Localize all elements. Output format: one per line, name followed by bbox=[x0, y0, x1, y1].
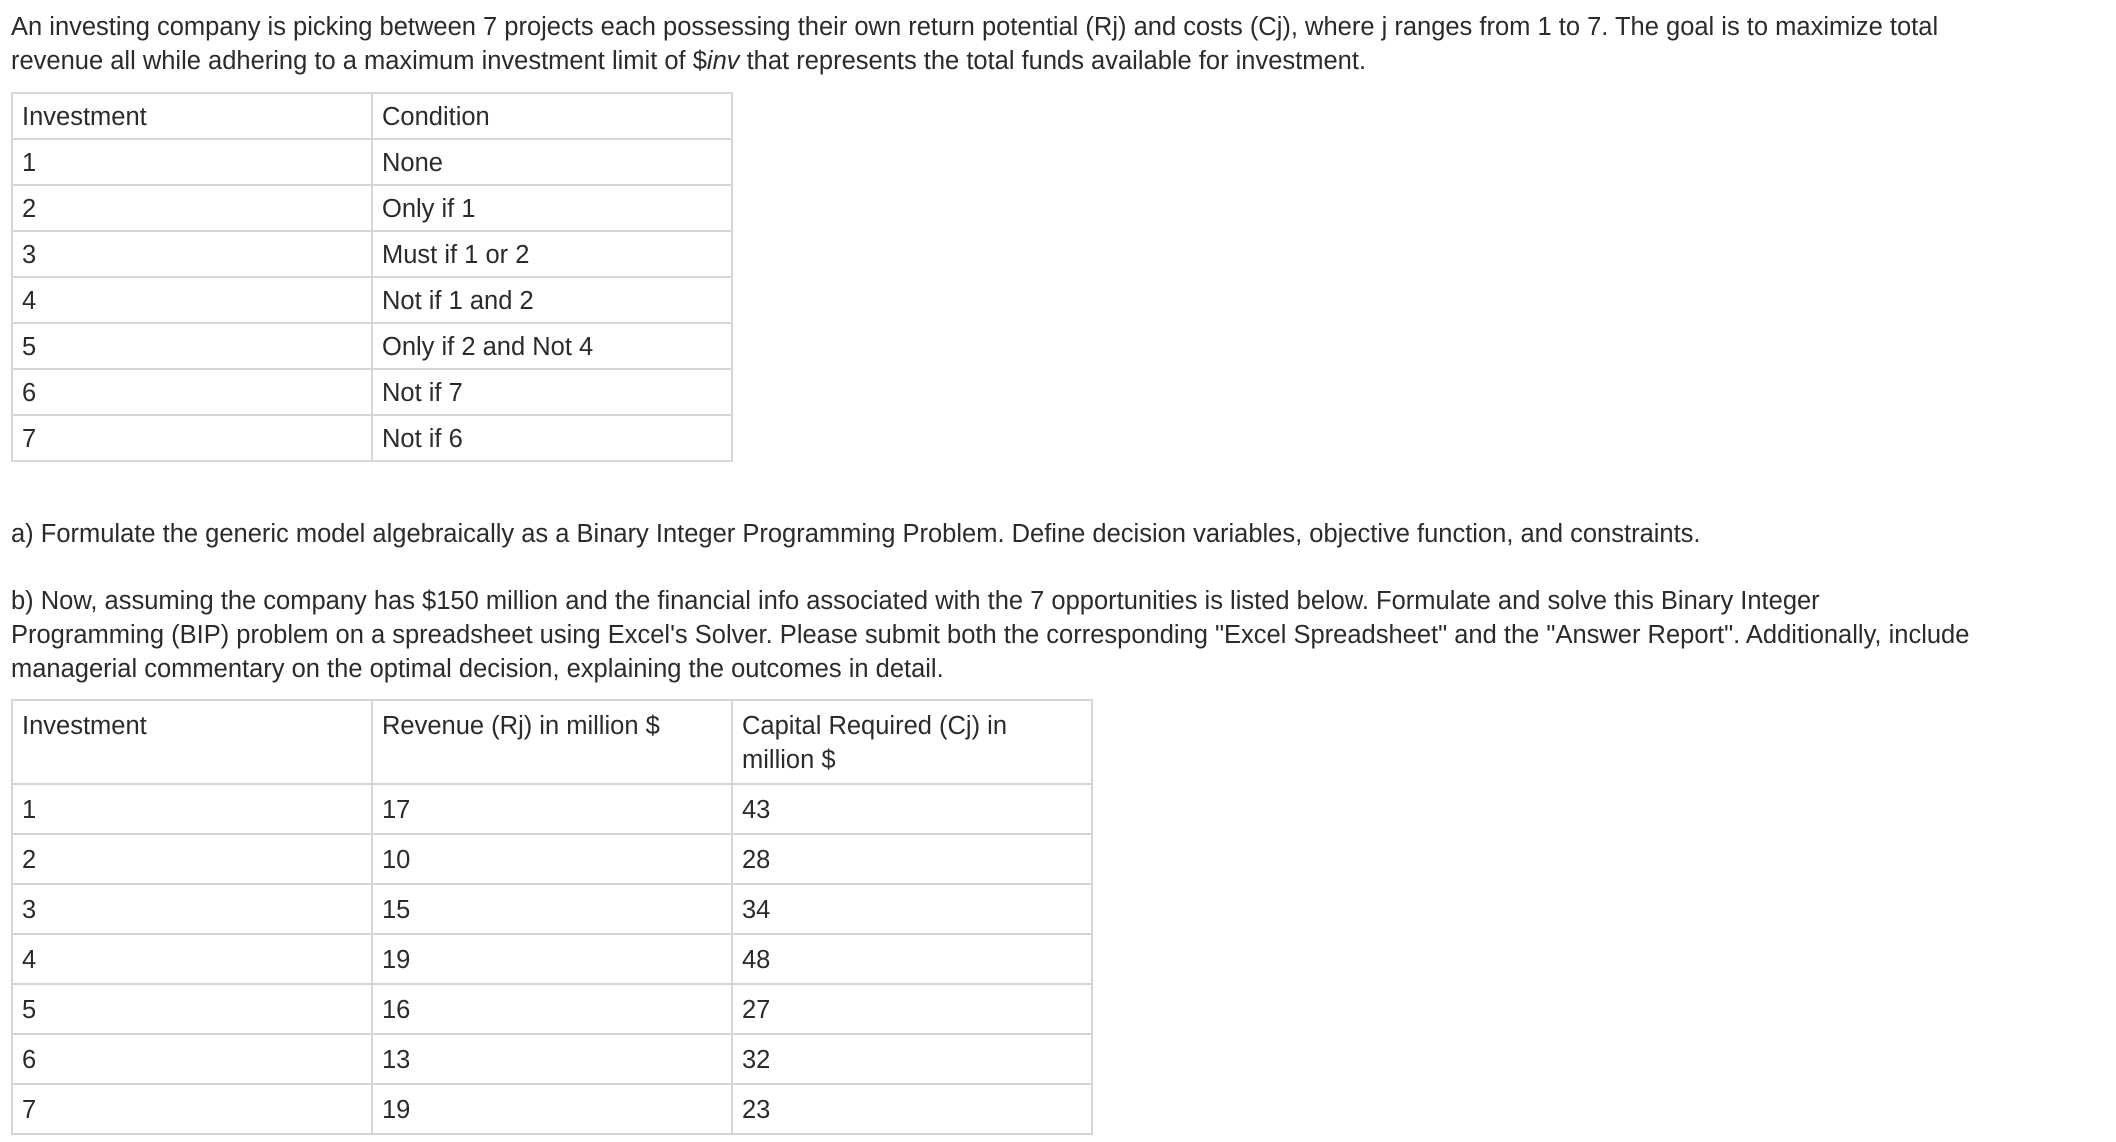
cell-investment: 1 bbox=[12, 784, 372, 834]
cell-investment: 6 bbox=[12, 369, 372, 415]
intro-paragraph bbox=[11, 10, 1938, 78]
cell-revenue: 16 bbox=[372, 984, 732, 1034]
cell-investment: 5 bbox=[12, 323, 372, 369]
cell-investment: 5 bbox=[12, 984, 372, 1034]
table-row bbox=[12, 139, 732, 185]
cell-condition: Must if 1 or 2 bbox=[372, 231, 732, 277]
cell-investment: 2 bbox=[12, 185, 372, 231]
cell-revenue: 17 bbox=[372, 784, 732, 834]
cell-capital: 34 bbox=[732, 884, 1092, 934]
cell-capital: 32 bbox=[732, 1034, 1092, 1084]
cell-capital: 27 bbox=[732, 984, 1092, 1034]
cell-investment: 6 bbox=[12, 1034, 372, 1084]
header-condition: Condition bbox=[372, 93, 732, 139]
part-b-line-1: b) Now, assuming the company has $150 million and the financial info associated with the 7 opportunities is listed below. Formulate and solve this Binary Integer bbox=[11, 587, 1820, 615]
table-row bbox=[12, 1034, 1092, 1084]
cell-revenue: 10 bbox=[372, 834, 732, 884]
table-row bbox=[12, 884, 1092, 934]
cell-investment: 4 bbox=[12, 277, 372, 323]
cell-capital: 43 bbox=[732, 784, 1092, 834]
cell-investment: 4 bbox=[12, 934, 372, 984]
intro-line-2 bbox=[11, 44, 1938, 78]
financial-table bbox=[11, 699, 1093, 1135]
table-row bbox=[12, 323, 732, 369]
table-row bbox=[12, 984, 1092, 1034]
table-row bbox=[12, 231, 732, 277]
table-row bbox=[12, 185, 732, 231]
cell-capital: 48 bbox=[732, 934, 1092, 984]
part-b-paragraph bbox=[11, 584, 1969, 686]
table-row bbox=[12, 415, 732, 461]
cell-condition: Only if 2 and Not 4 bbox=[372, 323, 732, 369]
cell-investment: 3 bbox=[12, 884, 372, 934]
cell-revenue: 19 bbox=[372, 1084, 732, 1134]
intro-line-1: An investing company is picking between 7 projects each possessing their own return potential (Rj) and costs (Cj), where j ranges from 1 to 7. The goal is to maximize total bbox=[11, 13, 1939, 41]
table-row bbox=[12, 277, 732, 323]
cell-revenue: 15 bbox=[372, 884, 732, 934]
header-investment: Investment bbox=[12, 700, 372, 784]
table-row bbox=[12, 934, 1092, 984]
part-a-paragraph: a) Formulate the generic model algebraically as a Binary Integer Programming Problem. Define decision variables, objective function, and constraints. bbox=[11, 520, 1701, 548]
cell-condition: Not if 6 bbox=[372, 415, 732, 461]
cell-revenue: 19 bbox=[372, 934, 732, 984]
cell-investment: 1 bbox=[12, 139, 372, 185]
table-header-row bbox=[12, 93, 732, 139]
header-capital-required: Capital Required (Cj) in million $ bbox=[732, 700, 1092, 784]
header-revenue: Revenue (Rj) in million $ bbox=[372, 700, 732, 784]
table-row bbox=[12, 369, 732, 415]
part-b-line-3: managerial commentary on the optimal decision, explaining the outcomes in detail. bbox=[11, 655, 944, 683]
cell-investment: 2 bbox=[12, 834, 372, 884]
cell-capital: 23 bbox=[732, 1084, 1092, 1134]
cell-condition: Not if 7 bbox=[372, 369, 732, 415]
table-row bbox=[12, 834, 1092, 884]
cell-condition: Not if 1 and 2 bbox=[372, 277, 732, 323]
cell-condition: None bbox=[372, 139, 732, 185]
intro-line-2-pre: revenue all while adhering to a maximum investment limit of $ bbox=[11, 47, 707, 75]
cell-investment: 3 bbox=[12, 231, 372, 277]
cell-condition: Only if 1 bbox=[372, 185, 732, 231]
table-header-row bbox=[12, 700, 1092, 784]
table-row bbox=[12, 1084, 1092, 1134]
intro-line-2-post: that represents the total funds available for investment. bbox=[739, 47, 1367, 75]
cell-revenue: 13 bbox=[372, 1034, 732, 1084]
cell-investment: 7 bbox=[12, 415, 372, 461]
conditions-table bbox=[11, 92, 733, 462]
cell-investment: 7 bbox=[12, 1084, 372, 1134]
part-b-line-2: Programming (BIP) problem on a spreadsheet using Excel's Solver. Please submit both the corresponding "Excel Spreadsheet" and the "Answer Report". Additionally, include bbox=[11, 621, 1970, 649]
header-investment: Investment bbox=[12, 93, 372, 139]
cell-capital: 28 bbox=[732, 834, 1092, 884]
table-row bbox=[12, 784, 1092, 834]
inv-variable: inv bbox=[706, 47, 740, 75]
